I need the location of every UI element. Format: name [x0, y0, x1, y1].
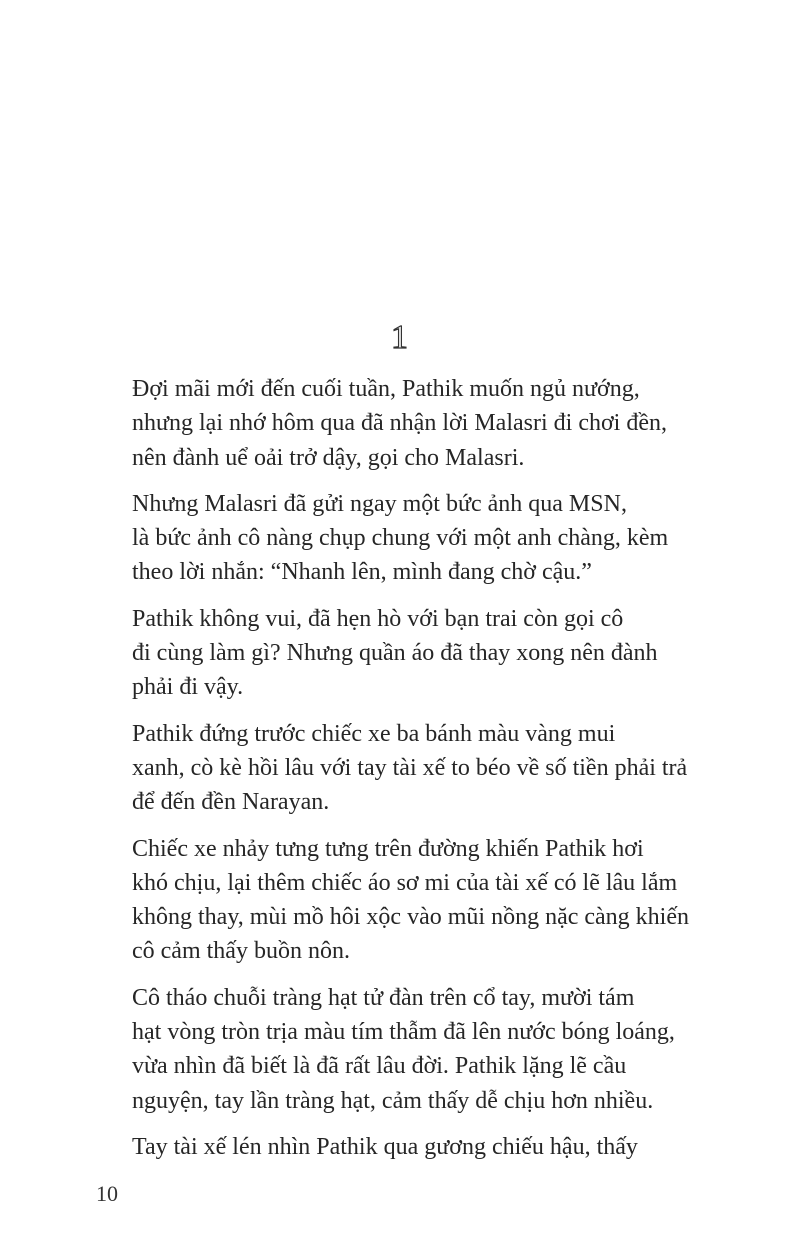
text-line: khó chịu, lại thêm chiếc áo sơ mi của tài xế có lẽ lâu lắm: [132, 869, 678, 896]
text-line: là bức ảnh cô nàng chụp chung với một anh chàng, kèm: [132, 525, 669, 552]
text-line: phải đi vậy.: [132, 674, 244, 701]
paragraph: [96, 602, 716, 705]
text-line: Chiếc xe nhảy tưng tưng trên đường khiến Pathik hơi: [132, 835, 644, 862]
paragraph: [96, 981, 716, 1118]
text-line: Cô tháo chuỗi tràng hạt tử đàn trên cổ tay, mười tám: [132, 984, 635, 1011]
text-line: nhưng lại nhớ hôm qua đã nhận lời Malasri đi chơi đền,: [132, 410, 667, 437]
text-line: nên đành uể oải trở dậy, gọi cho Malasri.: [132, 444, 525, 471]
paragraph: [96, 832, 716, 969]
text-line: xanh, cò kè hồi lâu với tay tài xế to béo về số tiền phải trả: [132, 754, 688, 781]
body-text: [96, 372, 716, 1176]
text-line: theo lời nhắn: “Nhanh lên, mình đang chờ cậu.”: [132, 559, 592, 586]
text-line: cô cảm thấy buồn nôn.: [132, 938, 350, 965]
text-line: Pathik đứng trước chiếc xe ba bánh màu vàng mui: [132, 720, 616, 747]
text-line: Tay tài xế lén nhìn Pathik qua gương chiếu hậu, thấy: [132, 1133, 638, 1160]
text-line: vừa nhìn đã biết là đã rất lâu đời. Pathik lặng lẽ cầu: [132, 1053, 627, 1080]
chapter-number: 1: [391, 319, 409, 356]
text-line: Pathik không vui, đã hẹn hò với bạn trai còn gọi cô: [132, 605, 624, 632]
text-line: nguyện, tay lần tràng hạt, cảm thấy dễ chịu hơn nhiều.: [132, 1087, 654, 1114]
paragraph: [96, 717, 716, 820]
text-line: hạt vòng tròn trịa màu tím thẫm đã lên nước bóng loáng,: [132, 1019, 675, 1046]
text-line: Đợi mãi mới đến cuối tuần, Pathik muốn ngủ nướng,: [132, 376, 640, 402]
paragraph: [96, 372, 716, 475]
text-line: đi cùng làm gì? Nhưng quần áo đã thay xong nên đành: [132, 640, 658, 667]
paragraph: [96, 487, 716, 590]
text-line: để đến đền Narayan.: [132, 789, 330, 816]
page-number: 10: [96, 1181, 118, 1206]
paragraph: [96, 1130, 716, 1164]
text-line: Nhưng Malasri đã gửi ngay một bức ảnh qua MSN,: [132, 490, 627, 517]
text-line: không thay, mùi mồ hôi xộc vào mũi nồng nặc càng khiến: [132, 904, 690, 931]
